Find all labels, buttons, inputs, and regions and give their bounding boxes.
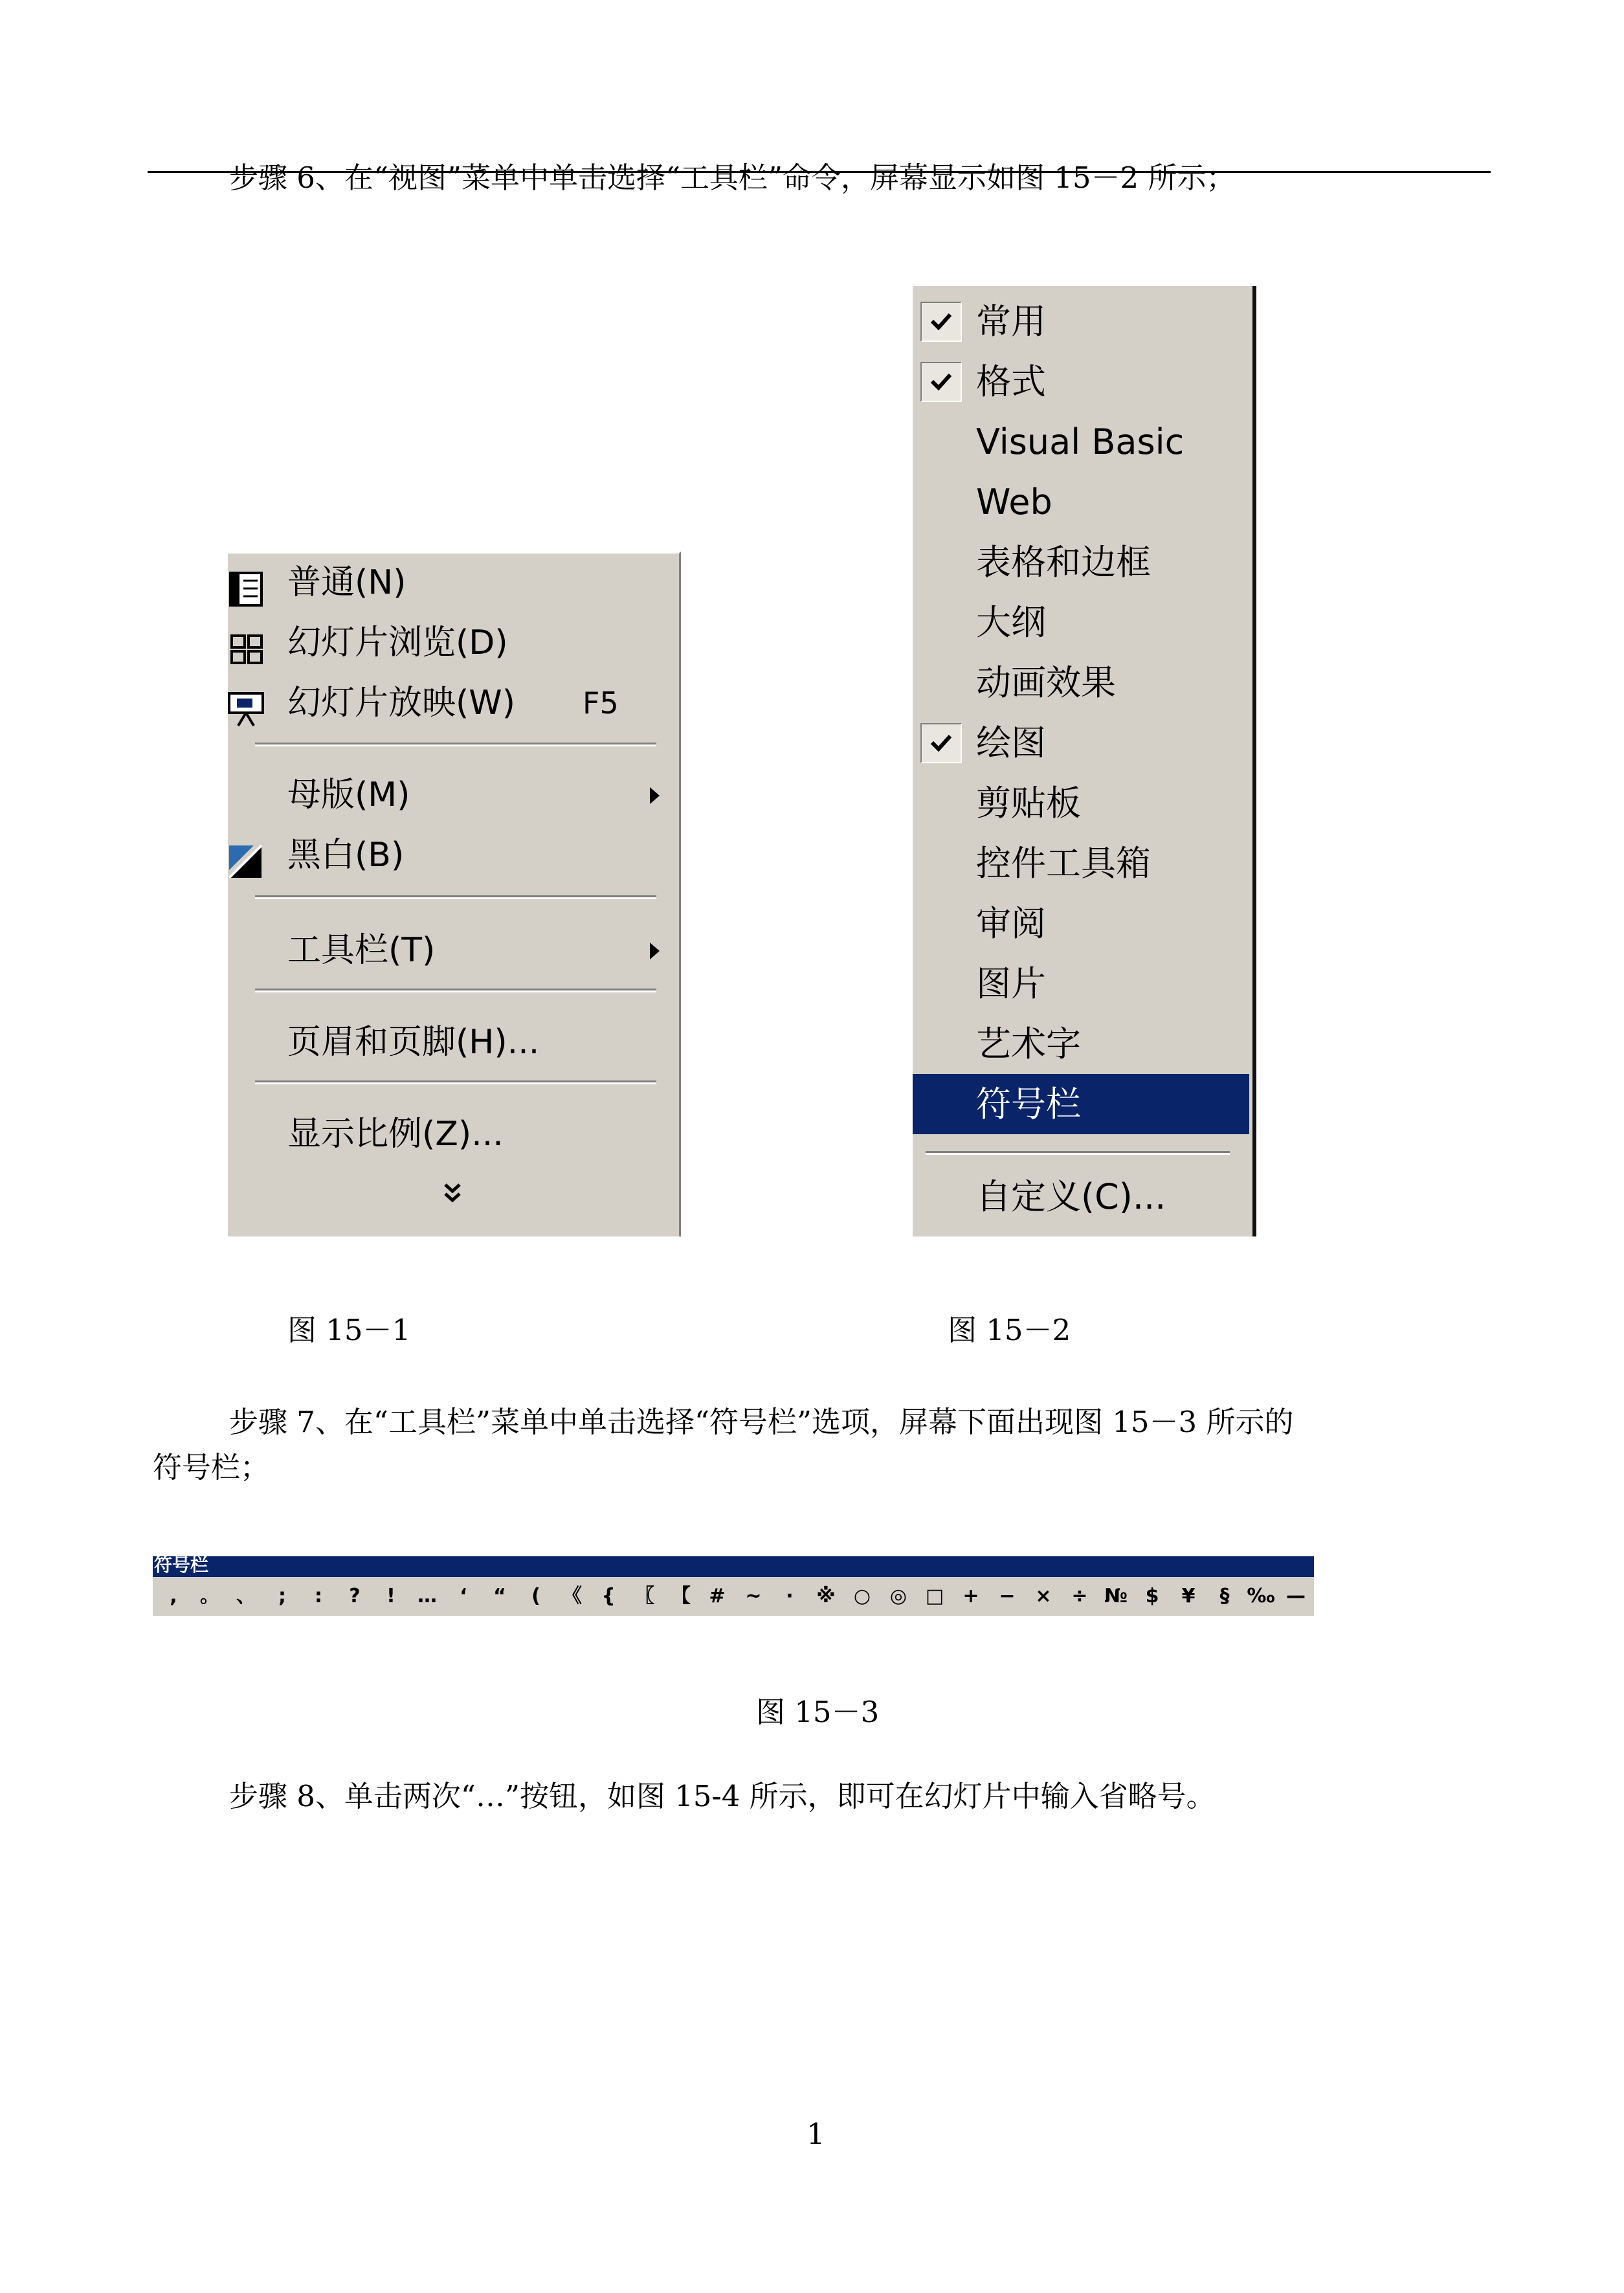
menu-item-label: 幻灯片放映(W) xyxy=(287,684,515,722)
symbol-button[interactable]: ‰ xyxy=(1247,1585,1275,1607)
symbol-button[interactable]: ‘ xyxy=(460,1585,467,1607)
black-white-icon xyxy=(228,839,267,874)
symbol-button[interactable]: 〖 xyxy=(635,1585,654,1607)
menu-border xyxy=(1252,286,1256,1236)
step7-text-line2: 符号栏； xyxy=(153,1450,270,1484)
menu-item-label: 页眉和页脚(H)... xyxy=(287,1023,540,1062)
toolbar-item-wordart[interactable] xyxy=(913,1014,1249,1074)
symbol-button[interactable]: ◎ xyxy=(889,1585,907,1607)
toolbar-item-formatting[interactable] xyxy=(913,352,1249,412)
menu-item-label: 审阅 xyxy=(976,903,1046,944)
menu-separator xyxy=(255,895,656,899)
menu-item-label: 母版(M) xyxy=(287,776,410,814)
symbol-button[interactable]: − xyxy=(999,1585,1016,1607)
menu-item-toolbars[interactable] xyxy=(228,921,681,979)
toolbar-item-tables-borders[interactable] xyxy=(913,532,1249,592)
symbol-button[interactable]: ! xyxy=(386,1585,395,1607)
symbol-button[interactable]: , xyxy=(170,1585,177,1607)
checkmark-icon xyxy=(920,362,962,402)
toolbar-item-clipboard[interactable] xyxy=(913,773,1249,833)
menu-item-label: 格式 xyxy=(976,361,1046,402)
shortcut-label: F5 xyxy=(583,686,619,721)
toolbars-menu xyxy=(913,286,1252,1236)
checkmark-icon xyxy=(920,302,962,342)
step7-text-line1: 步骤 7、在“工具栏”菜单中单击选择“符号栏”选项，屏幕下面出现图 15－3 所示的 xyxy=(229,1405,1294,1439)
figure-caption-3: 图 15－3 xyxy=(756,1695,880,1729)
symbol-toolbar xyxy=(153,1556,1314,1616)
menu-item-slideshow[interactable] xyxy=(228,674,681,732)
toolbar-item-picture[interactable] xyxy=(913,954,1249,1014)
menu-item-label: 幻灯片浏览(D) xyxy=(287,623,508,662)
toolbar-item-standard[interactable] xyxy=(913,291,1249,352)
menu-expand-button[interactable] xyxy=(228,1165,681,1224)
menu-item-label: 图片 xyxy=(976,963,1046,1004)
menu-item-label: 符号栏 xyxy=(976,1084,1081,1124)
toolbar-title: 符号栏 xyxy=(154,1554,209,1576)
symbol-button[interactable]: ○ xyxy=(853,1585,871,1607)
checkmark-icon xyxy=(920,723,962,763)
symbol-button[interactable]: § xyxy=(1219,1585,1230,1607)
menu-item-label: Web xyxy=(976,482,1052,522)
menu-item-label: 大纲 xyxy=(976,602,1046,643)
symbol-button[interactable]: — xyxy=(1286,1585,1306,1607)
toolbar-item-visual-basic[interactable] xyxy=(913,412,1249,472)
symbol-button[interactable]: × xyxy=(1035,1585,1052,1607)
menu-separator xyxy=(255,1080,656,1084)
menu-item-label: 普通(N) xyxy=(287,563,406,602)
step8-text: 步骤 8、单击两次“…”按钮，如图 15-4 所示，即可在幻灯片中输入省略号。 xyxy=(229,1779,1216,1813)
symbol-button[interactable]: “ xyxy=(493,1585,506,1607)
symbol-button[interactable]: ÷ xyxy=(1071,1585,1088,1607)
symbol-button[interactable]: : xyxy=(315,1585,322,1607)
menu-separator xyxy=(255,743,656,746)
toolbar-title-bar[interactable] xyxy=(153,1556,1314,1577)
symbol-button[interactable]: ; xyxy=(278,1585,286,1607)
symbol-button[interactable]: 、 xyxy=(236,1585,256,1607)
menu-item-label: 显示比例(Z)... xyxy=(287,1115,504,1154)
symbol-button[interactable]: ※ xyxy=(816,1585,836,1607)
view-menu xyxy=(228,552,681,1236)
toolbar-item-animation[interactable] xyxy=(913,653,1249,713)
slide-sorter-icon xyxy=(228,627,267,662)
menu-item-label: 常用 xyxy=(976,301,1046,342)
symbol-button[interactable]: … xyxy=(417,1585,437,1607)
menu-item-label: 控件工具箱 xyxy=(976,843,1151,884)
menu-item-label: 表格和边框 xyxy=(976,542,1151,583)
symbol-button[interactable]: $ xyxy=(1145,1585,1159,1607)
symbol-button[interactable]: ~ xyxy=(745,1585,762,1607)
normal-view-icon xyxy=(228,566,267,601)
symbol-button[interactable]: № xyxy=(1104,1585,1128,1607)
menu-item-normal[interactable] xyxy=(228,554,681,612)
menu-item-master[interactable] xyxy=(228,766,681,824)
symbol-button[interactable]: # xyxy=(709,1585,726,1607)
symbol-button[interactable]: ( xyxy=(531,1585,540,1607)
menu-item-label: 绘图 xyxy=(976,722,1046,763)
symbol-button[interactable]: { xyxy=(601,1585,616,1607)
menu-item-black-white[interactable] xyxy=(228,826,681,884)
menu-item-label: 自定义(C)... xyxy=(976,1176,1166,1217)
menu-item-slide-sorter[interactable] xyxy=(228,614,681,672)
menu-separator xyxy=(255,989,656,992)
menu-item-header-footer[interactable] xyxy=(228,1013,681,1071)
figure-caption-1: 图 15－1 xyxy=(287,1313,411,1347)
menu-item-label: Visual Basic xyxy=(976,421,1185,462)
step6-text: 步骤 6、在“视图”菜单中单击选择“工具栏”命令，屏幕显示如图 15－2 所示； xyxy=(229,161,1236,195)
toolbar-item-web[interactable] xyxy=(913,472,1249,532)
menu-item-label: 工具栏(T) xyxy=(287,931,436,970)
menu-item-label: 剪贴板 xyxy=(976,783,1081,823)
figure-caption-2: 图 15－2 xyxy=(948,1313,1071,1347)
menu-item-label: 黑白(B) xyxy=(287,836,405,875)
toolbar-item-reviewing[interactable] xyxy=(913,893,1249,954)
symbol-button[interactable]: □ xyxy=(925,1585,944,1607)
menu-item-label: 动画效果 xyxy=(976,662,1116,703)
symbol-button[interactable]: ¥ xyxy=(1181,1585,1196,1607)
toolbar-item-customize[interactable] xyxy=(913,1167,1249,1227)
toolbar-item-drawing[interactable] xyxy=(913,713,1249,773)
symbol-button[interactable]: 【 xyxy=(671,1585,691,1607)
submenu-arrow-icon xyxy=(650,943,660,959)
symbol-button[interactable]: · xyxy=(786,1585,794,1607)
menu-separator xyxy=(926,1151,1230,1155)
toolbar-item-symbol-bar[interactable] xyxy=(913,1074,1249,1134)
symbol-button[interactable]: 。 xyxy=(200,1585,219,1607)
toolbar-item-outline[interactable] xyxy=(913,592,1249,653)
menu-item-zoom[interactable] xyxy=(228,1105,681,1163)
page-number: 1 xyxy=(806,2117,825,2151)
menu-item-label: 艺术字 xyxy=(976,1023,1081,1064)
toolbar-item-controls[interactable] xyxy=(913,833,1249,893)
slideshow-icon xyxy=(228,687,267,722)
symbol-button[interactable]: + xyxy=(962,1585,979,1607)
expand-chevron-icon xyxy=(443,1181,462,1207)
submenu-arrow-icon xyxy=(650,787,660,804)
symbol-button[interactable]: 《 xyxy=(562,1585,582,1607)
symbol-button[interactable]: ? xyxy=(349,1585,361,1607)
